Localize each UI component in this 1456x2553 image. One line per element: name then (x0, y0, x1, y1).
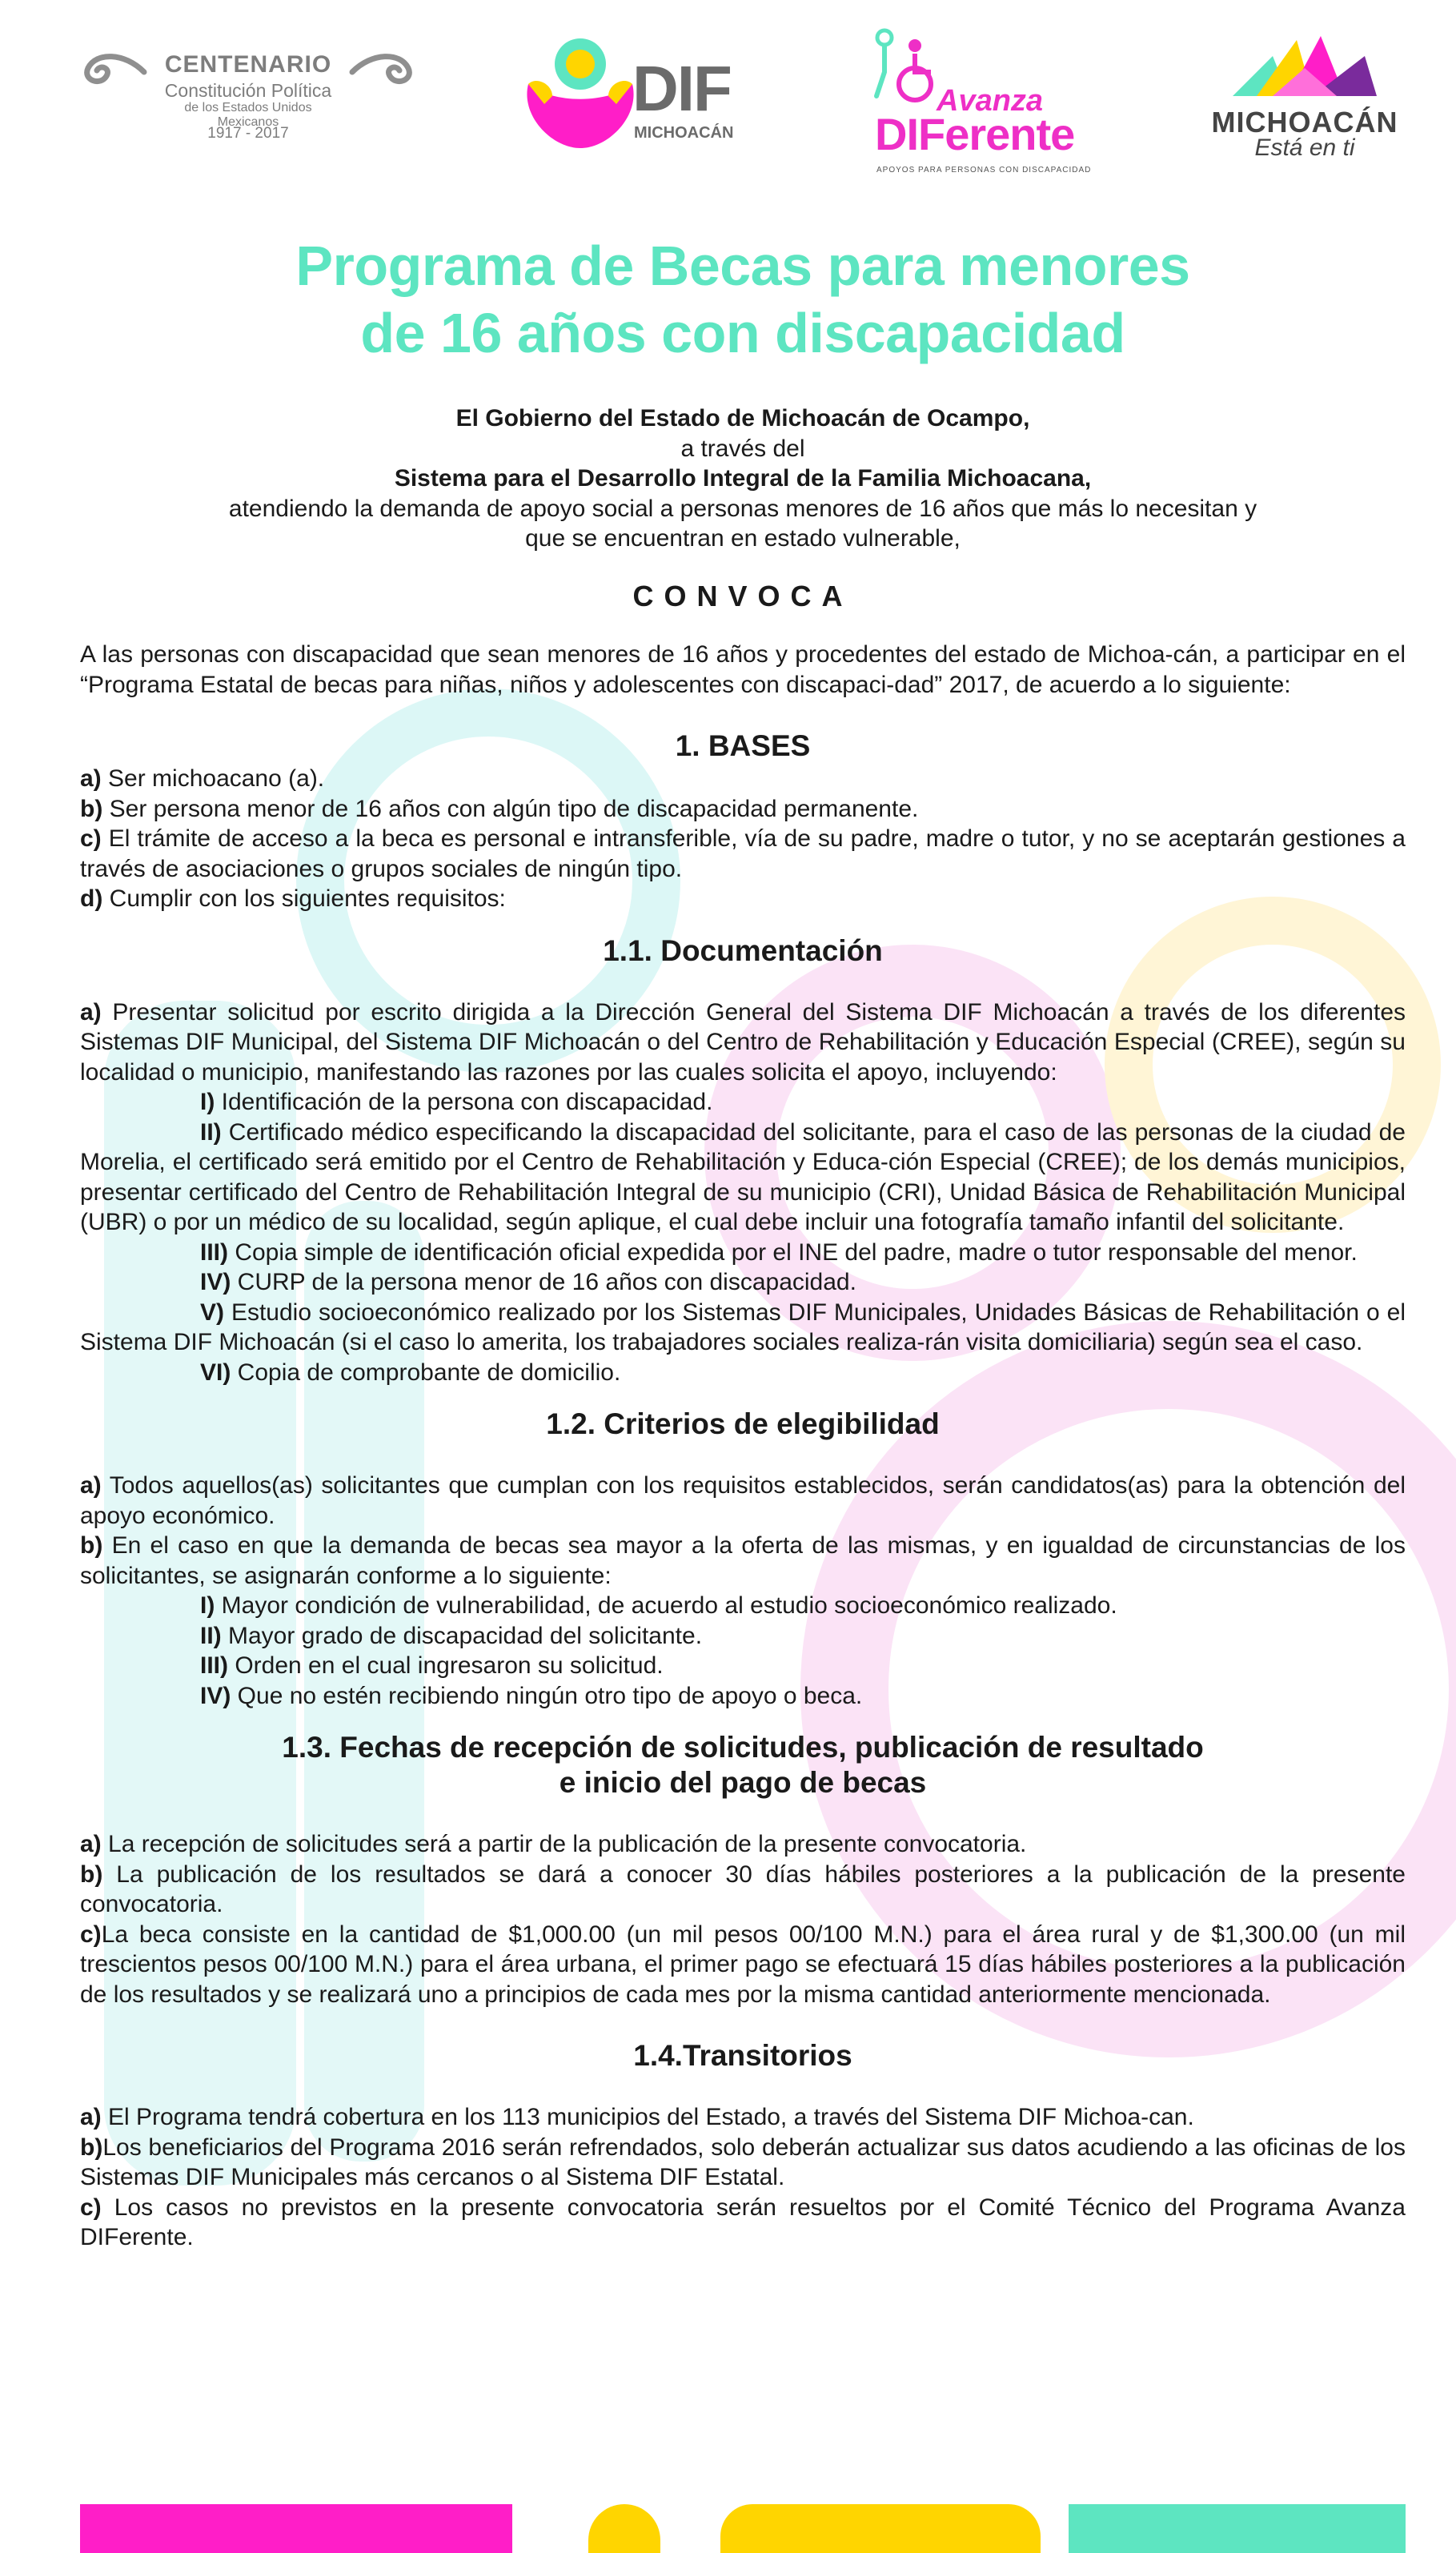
michoacan-name: MICHOACÁN (1211, 106, 1398, 138)
footer-segment (588, 2504, 660, 2553)
swirl-ornament-icon (76, 48, 148, 92)
list-item: c)La beca consiste en la cantidad de $1,000.00 (un mil pesos 00/100 M.N.) para el área rural y de $1,300.00 (un mil trescientos pesos 00/100 M.N.) para el área urbana, el primer pago se efectuará 15 días hábiles posteriores a la publicación de los resultados y se realizará uno a principios de cada mes por la misma cantidad anteriormente mencionada. (80, 1921, 1406, 2008)
dif-sub: MICHOACÁN (634, 124, 734, 142)
dif-family-icon (512, 28, 644, 160)
list-item: a) Todos aquellos(as) solicitantes que cumplan con los requisitos establecidos, serán candidatos(as) para la obtención del apoyo económico. (80, 1472, 1406, 1529)
section-heading-fechas (80, 1730, 1406, 1800)
sub-item: III) Orden en el cual ingresaron su solicitud. (200, 1652, 664, 1679)
header-logos (0, 0, 1456, 184)
list-item: a) La recepción de solicitudes será a partir de la publicación de la presente convocatoria. (80, 1831, 1027, 1857)
centenario-title: CENTENARIO (164, 51, 332, 78)
section-heading-transitorios: 1.4.Transitorios (633, 2039, 852, 2072)
fechas-list (80, 1829, 1406, 2009)
sub-item: VI) Copia de comprobante de domicilio. (200, 1359, 621, 1386)
bases-list (80, 764, 1406, 914)
centenario-logo (76, 40, 420, 152)
sub-item: V) Estudio socioeconómico realizado por los Sistemas DIF Municipales, Unidades Básicas de Rehabilitación o el Sistema DIF Michoacán (si el caso lo amerita, los trabajadores sociales realiza-rán visita domiciliaria) según sea el caso. (80, 1299, 1406, 1355)
avanza-word: Avanza (937, 84, 1044, 118)
heading-line: e inicio del pago de becas (559, 1766, 927, 1799)
list-item: b)Los beneficiarios del Programa 2016 serán refrendados, solo deberán actualizar sus datos acudiendo a las oficinas de los Sistemas DIF Municipales más cercanos o al Sistema DIF Estatal. (80, 2134, 1406, 2190)
sub-item: III) Copia simple de identificación oficial expedida por el INE del padre, madre o tutor responsable del menor. (200, 1238, 1358, 1266)
list-item: c) El trámite de acceso a la beca es personal e intransferible, vía de su padre, madre o tutor, y no se aceptarán gestiones a través de asociaciones o grupos sociales de ningún tipo. (80, 825, 1406, 882)
transitorios-list (80, 2102, 1406, 2253)
centenario-years: 1917 - 2017 (207, 125, 289, 142)
dif-michoacan-logo (512, 28, 760, 160)
intro-attending: que se encuentran en estado vulnerable, (525, 525, 961, 552)
sub-item: I) Mayor condición de vulnerabilidad, de acuerdo al estudio socioeconómico realizado. (200, 1592, 1117, 1619)
heading-line: 1.3. Fechas de recepción de solicitudes, publicación de resultado (282, 1731, 1204, 1764)
diferente-word: DIFerente (875, 109, 1075, 159)
list-item: a) Presentar solicitud por escrito dirigida a la Dirección General del Sistema DIF Michoacán a través de los diferentes Sistemas DIF Municipal, del Sistema DIF Michoacán o del Centro de Rehabilitación y Educación Especial (CREE), según su localidad o municipio, manifestando las razones por las cuales solicita el apoyo, incluyendo: (80, 998, 1406, 1086)
sub-item: II) Certificado médico especificando la discapacidad del solicitante, para el caso de las personas de la ciudad de Morelia, el certificado será emitido por el Centro de Rehabilitación y Educa-ción Especial (CREE); de los demás municipios, presentar certificado del Centro de Rehabilitación Integral de su municipio (CRI), Unidad Básica de Rehabilitación Municipal (UBR) o por un médico de su localidad, según aplique, el cual debe incluir una fotografía tamaño infantil del solicitante. (80, 1118, 1406, 1235)
intro-system: Sistema para el Desarrollo Integral de la Familia Michoacana, (394, 465, 1092, 492)
title-line: Programa de Becas para menores (295, 235, 1190, 297)
footer-color-bar (0, 2504, 1456, 2553)
dif-wordmark: DIF (632, 53, 731, 124)
section-heading-criterios: 1.2. Criterios de elegibilidad (546, 1407, 940, 1440)
page-title (80, 232, 1406, 367)
list-item: b) Ser persona menor de 16 años con algún tipo de discapacidad permanente. (80, 795, 919, 822)
list-item: a) El Programa tendrá cobertura en los 113 municipios del Estado, a través del Sistema DIF Michoa-can. (80, 2104, 1194, 2130)
list-item: c) Los casos no previstos en la presente convocatoria serán resueltos por el Comité Técnico del Programa Avanza DIFerente. (80, 2194, 1406, 2250)
intro-gov: El Gobierno del Estado de Michoacán de Ocampo, (455, 405, 1030, 432)
sub-item: II) Mayor grado de discapacidad del solicitante. (200, 1622, 703, 1649)
wheelchair-person-icon (868, 28, 941, 108)
footer-segment (720, 2504, 1041, 2553)
intro-via: a través del (680, 435, 805, 462)
centenario-line2: Constitución Política (164, 80, 332, 101)
intro-block (80, 403, 1406, 554)
section-heading-bases: 1. BASES (675, 729, 811, 762)
list-item: d) Cumplir con los siguientes requisitos: (80, 885, 506, 912)
sub-item: IV) Que no estén recibiendo ningún otro tipo de apoyo o beca. (200, 1682, 863, 1709)
call-paragraph: A las personas con discapacidad que sean menores de 16 años y procedentes del estado de Michoa-cán, a participar en el “Programa Estatal de becas para niñas, niños y adolescentes con discapaci-dad” 2017, de acuerdo a lo siguiente: (80, 641, 1406, 698)
criterios-list (80, 1471, 1406, 1711)
centenario-line3: de los Estados Unidos Mexicanos (184, 101, 312, 129)
michoacan-logo (1209, 32, 1401, 160)
michoacan-petals-icon (1225, 32, 1385, 108)
avanza-diferente-logo (868, 28, 1097, 175)
section-heading-documentacion: 1.1. Documentación (603, 933, 883, 967)
michoacan-slogan: Está en ti (1254, 134, 1355, 161)
avanza-tagline: APOYOS PARA PERSONAS CON DISCAPACIDAD (876, 166, 1092, 175)
footer-segment (80, 2504, 512, 2553)
intro-attending: atendiendo la demanda de apoyo social a personas menores de 16 años que más lo necesitan y (228, 495, 1257, 522)
footer-segment (1069, 2504, 1406, 2553)
list-item: b) La publicación de los resultados se dará a conocer 30 días hábiles posteriores a la publicación de la presente convocatoria. (80, 1861, 1406, 1917)
document-body (80, 232, 1406, 2253)
title-line: de 16 años con discapacidad (360, 302, 1125, 364)
documentacion-list (80, 998, 1406, 1388)
swirl-ornament-icon (348, 48, 420, 92)
sub-item: IV) CURP de la persona menor de 16 años con discapacidad. (200, 1269, 856, 1295)
list-item: b) En el caso en que la demanda de becas sea mayor a la oferta de las mismas, y en igualdad de circunstancias de los solicitantes, se asignarán conforme a lo siguiente: (80, 1532, 1406, 1589)
convoca-heading: CONVOCA (632, 579, 853, 612)
sub-item: I) Identificación de la persona con discapacidad. (200, 1089, 713, 1115)
list-item: a) Ser michoacano (a). (80, 765, 325, 792)
